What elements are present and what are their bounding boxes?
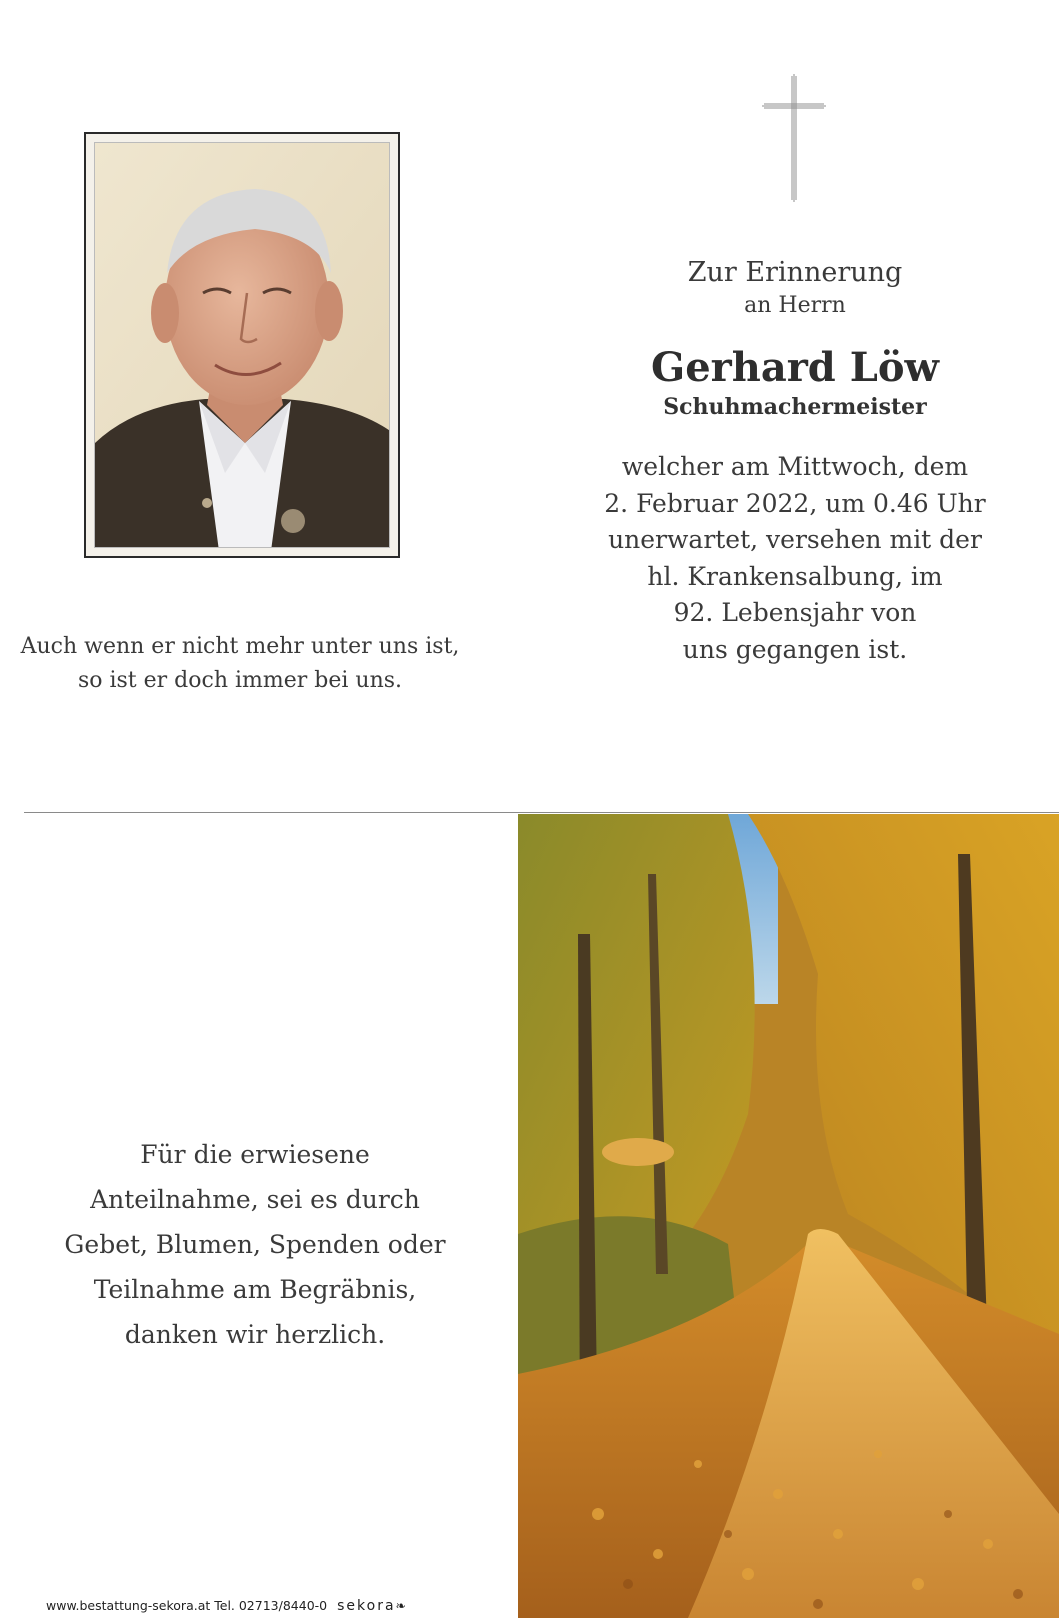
portrait-photo [94, 142, 390, 548]
thanks-line: Anteilnahme, sei es durch [90, 1185, 420, 1214]
thanks-line: Teilnahme am Begräbnis, [93, 1275, 417, 1304]
deceased-name: Gerhard Löw [651, 344, 939, 391]
memoriam-block [600, 255, 990, 668]
cross-icon [762, 74, 826, 202]
brand-logo: sekora [337, 1598, 396, 1614]
fold-divider [24, 812, 1059, 813]
salutation: an Herrn [744, 293, 846, 318]
memorial-quote [20, 630, 460, 698]
bird-icon: ❧ [395, 1598, 407, 1613]
funeral-home-footer [46, 1598, 466, 1618]
text-line: welcher am Mittwoch, dem [621, 452, 969, 481]
thanks-line: danken wir herzlich. [124, 1320, 386, 1349]
text-line: unerwartet, versehen mit der [608, 525, 982, 554]
text-line: uns gegangen ist. [682, 634, 908, 664]
forest-illustration [518, 814, 1059, 1618]
contact-text: www.bestattung-sekora.at Tel. 02713/8440-0 [46, 1598, 328, 1613]
thanks-line: Gebet, Blumen, Spenden oder [64, 1230, 446, 1259]
portrait-image [95, 143, 390, 548]
death-notice-text [600, 449, 990, 668]
quote-line: so ist er doch immer bei uns. [77, 668, 403, 693]
thanks-line: Für die erwiesene [140, 1140, 370, 1169]
autumn-forest-image [518, 814, 1059, 1618]
occupation: Schuhmachermeister [663, 394, 927, 420]
portrait-frame [84, 132, 400, 558]
quote-line: Auch wenn er nicht mehr unter uns ist, [20, 634, 460, 659]
text-line: 92. Lebensjahr von [673, 598, 917, 627]
thanks-block [40, 1132, 470, 1357]
memoriam-heading: Zur Erinnerung [687, 257, 903, 288]
text-line: hl. Krankensalbung, im [647, 561, 943, 591]
text-line: 2. Februar 2022, um 0.46 Uhr [604, 488, 986, 518]
